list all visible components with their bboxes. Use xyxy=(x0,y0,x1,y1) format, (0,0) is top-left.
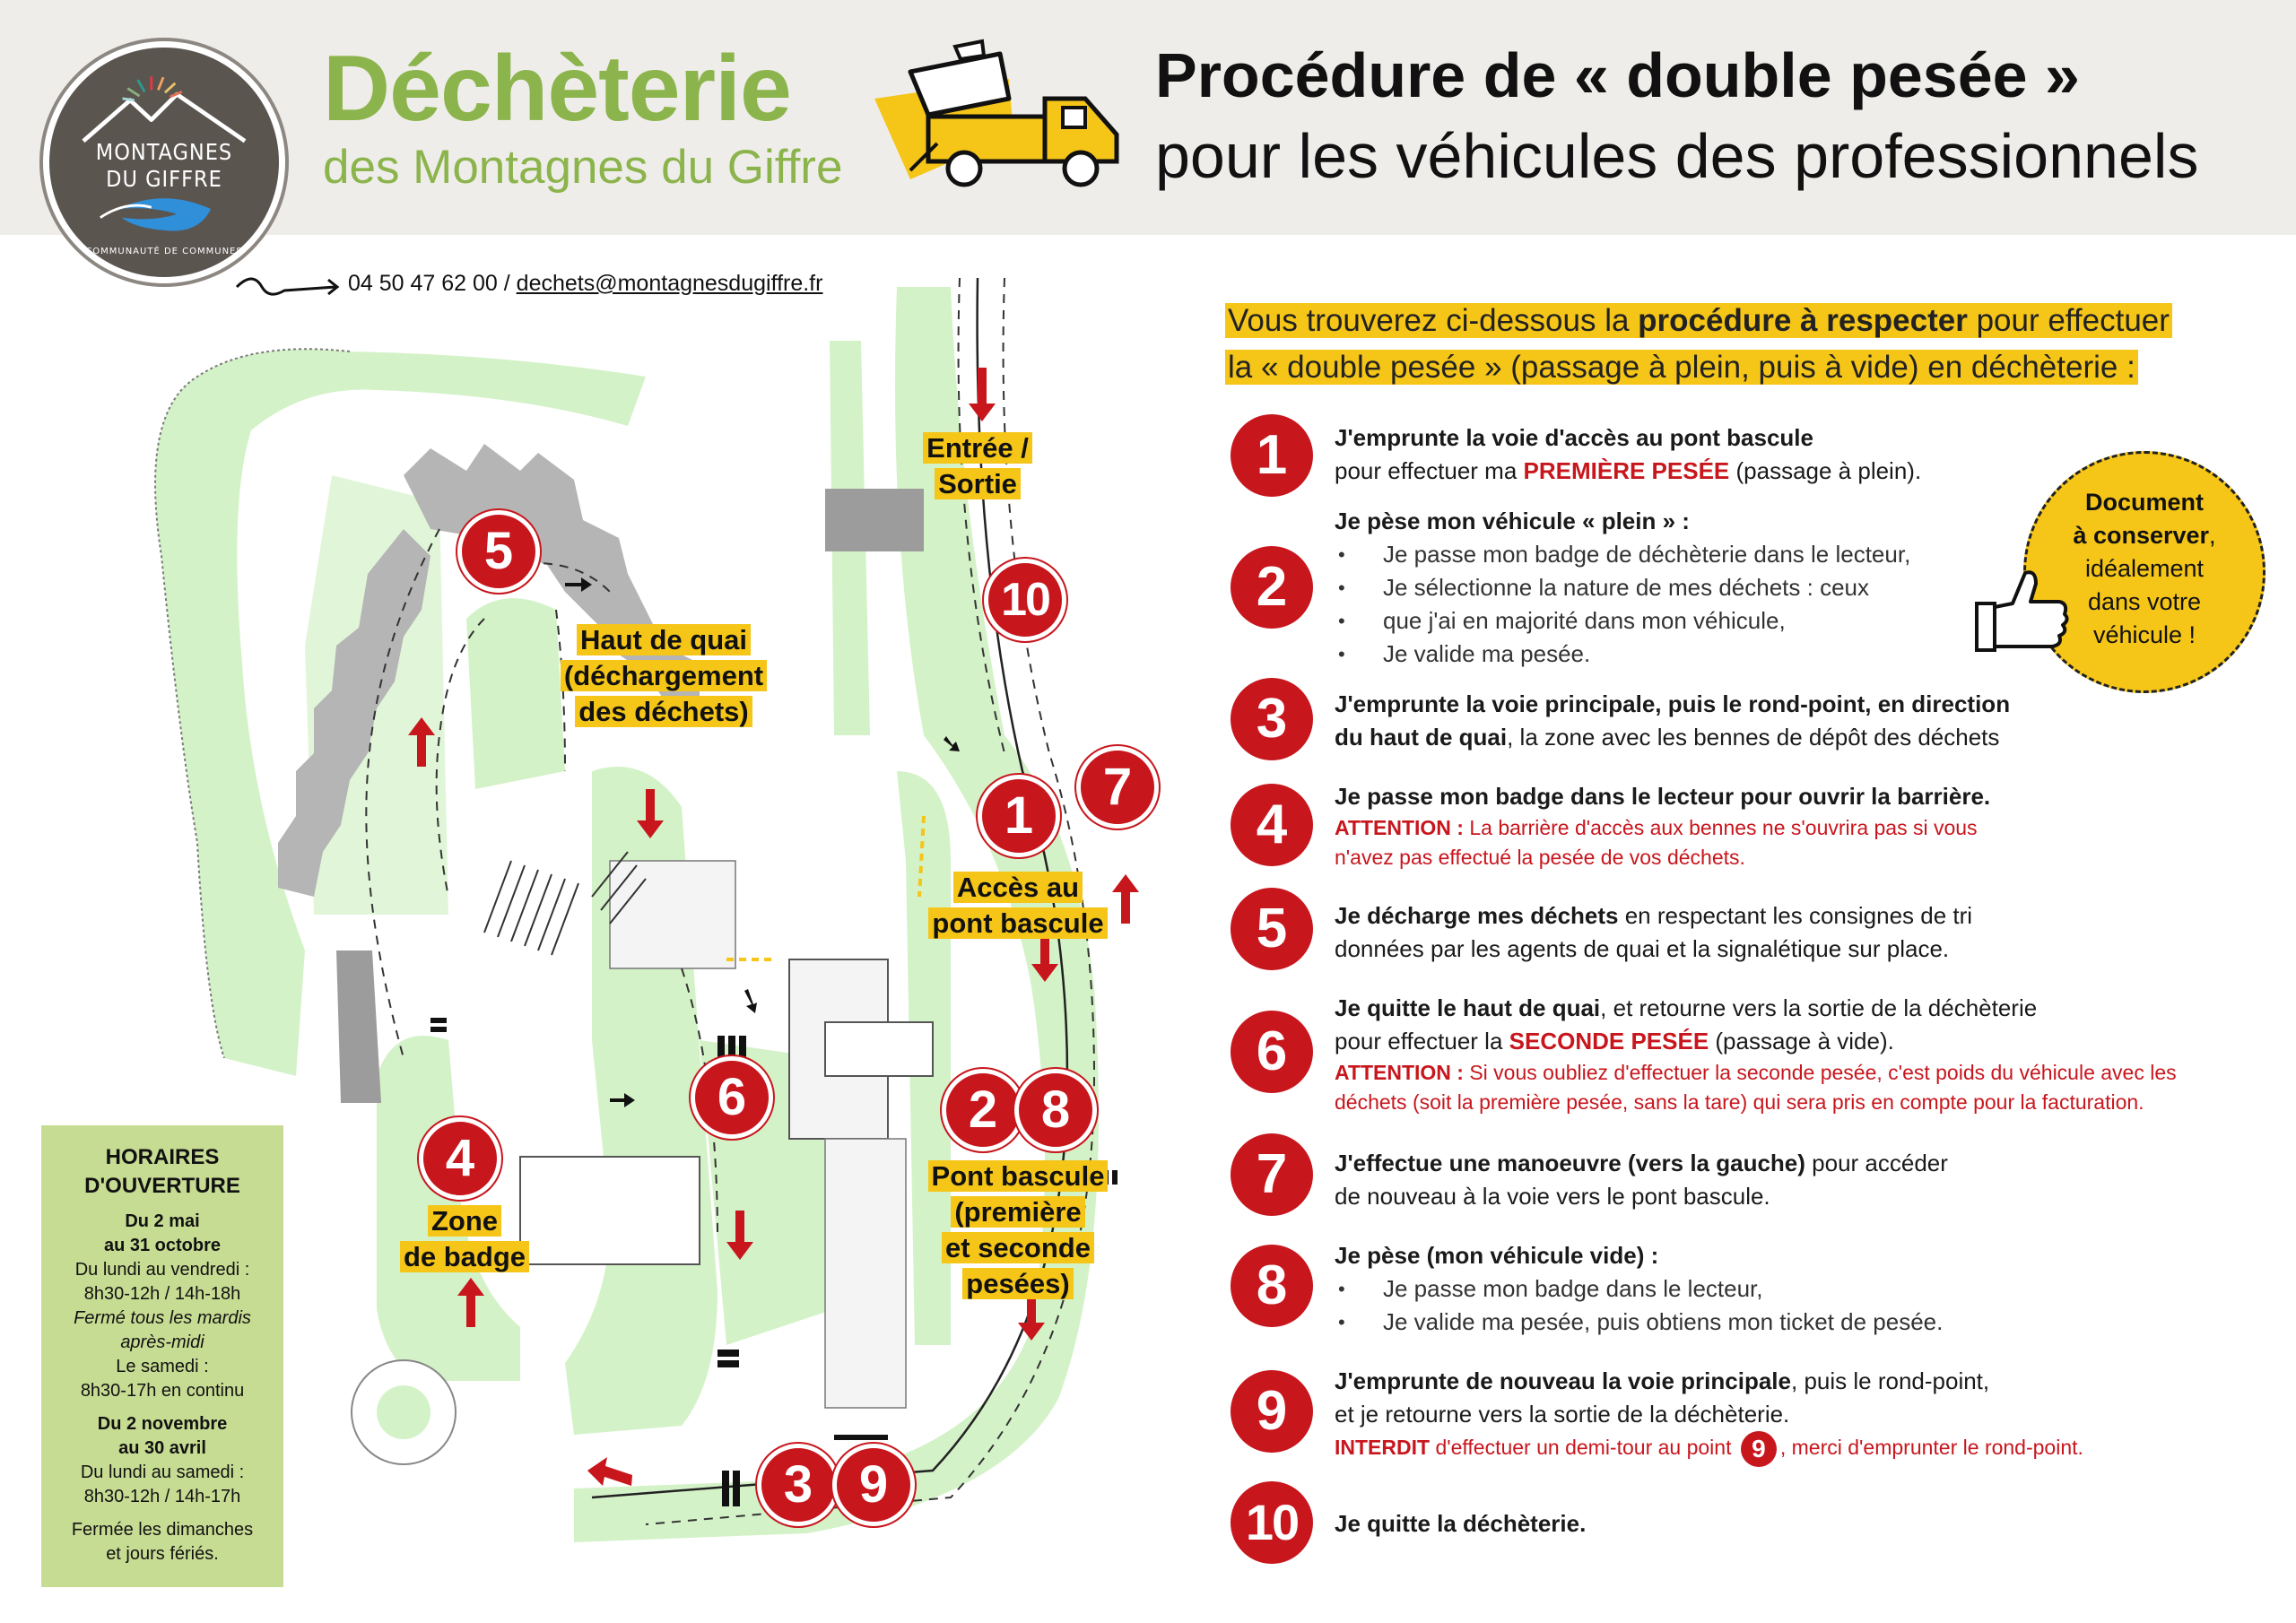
zone-de-badge-label: Zone de badge xyxy=(384,1203,545,1275)
summer-weekdays-label: Du lundi au vendredi : xyxy=(74,1260,250,1280)
summer-closed-1: Fermé tous les mardis xyxy=(74,1308,251,1328)
inline-step-9-icon: 9 xyxy=(1741,1431,1777,1467)
pont-bascule-label: Pont bascule (première et seconde pesées) xyxy=(888,1159,1148,1302)
step-10-text: Je quitte la déchèterie. xyxy=(1335,1510,1587,1537)
summer-period-1: Du 2 mai xyxy=(125,1211,200,1231)
map-marker-3[interactable]: 3 xyxy=(757,1444,839,1526)
email-link[interactable]: dechets@montagnesdugiffre.fr xyxy=(516,271,823,296)
step-6-text: Je quitte le haut de quai, et retourne vers la sortie de la déchèterie pour effectuer la SECONDE PESÉE (passage à vide). ATTENTION : Si vous oubliez d'effectuer la seconde pesée, c'est poids du véhicule avec les déchets (soit la première pesée, sans la tare) qui sera pris en compte pour la facturation. xyxy=(1335,994,2177,1114)
map-marker-8[interactable]: 8 xyxy=(1014,1069,1097,1151)
map-marker-6[interactable]: 6 xyxy=(691,1056,773,1139)
summer-saturday-label: Le samedi : xyxy=(116,1357,209,1376)
closed-days-1: Fermée les dimanches xyxy=(71,1520,254,1540)
map-marker-10[interactable]: 10 xyxy=(984,559,1066,641)
brand-title: Déchèterie xyxy=(323,37,791,141)
step-2-text: Je pèse mon véhicule « plein » : • Je passe mon badge de déchèterie dans le lecteur, • Je sélectionne la nature de mes déchets : ceux • que j'ai en majorité dans mon véhicule, • Je valide ma pesée. xyxy=(1335,505,1962,671)
logo-line-3: COMMUNAUTÉ DE COMMUNES xyxy=(85,247,243,256)
step-6-circle: 6 xyxy=(1231,1011,1313,1093)
keep-document-badge: Document à conserver, idéalement dans votre véhicule ! xyxy=(2023,451,2266,693)
logo-line-1: MONTAGNES xyxy=(95,139,233,165)
step-9-circle: 9 xyxy=(1231,1370,1313,1453)
opening-hours-panel xyxy=(41,1125,283,1587)
winter-label: Du lundi au samedi : xyxy=(80,1462,245,1482)
entree-sortie-label: Entrée / Sortie xyxy=(910,430,1045,502)
step-5-text: Je décharge mes déchets en respectant les consignes de tri données par les agents de quai et la signalétique sur place. xyxy=(1335,902,1973,962)
summer-closed-2: après-midi xyxy=(120,1332,204,1352)
step-2-circle: 2 xyxy=(1231,546,1313,629)
map-marker-1[interactable]: 1 xyxy=(978,775,1060,857)
map-marker-9[interactable]: 9 xyxy=(832,1444,915,1526)
step-1-circle: 1 xyxy=(1231,414,1313,497)
hours-title-2: D'OUVERTURE xyxy=(84,1174,240,1198)
contact-separator: / xyxy=(497,271,517,296)
map-marker-5[interactable]: 5 xyxy=(457,510,540,593)
winter-period-2: au 30 avril xyxy=(118,1438,206,1458)
step-3-circle: 3 xyxy=(1231,678,1313,760)
step-4-circle: 4 xyxy=(1231,784,1313,866)
step-4-text: Je passe mon badge dans le lecteur pour ouvrir la barrière. ATTENTION : La barrière d'accès aux bennes ne s'ouvrira pas si vous n'avez pas effectué la pesée de vos déchets. xyxy=(1335,783,1991,869)
step-8-bullets: • Je passe mon badge dans le lecteur, • Je valide ma pesée, puis obtiens mon ticket de pesée. xyxy=(1335,1272,2258,1339)
brand-subtitle: des Montagnes du Giffre xyxy=(323,141,843,194)
thumbs-up-icon xyxy=(1973,560,2072,659)
winter-hours: 8h30-12h / 14h-17h xyxy=(83,1487,241,1506)
intro-text: Vous trouverez ci-dessous la procédure à respecter pour effectuer la « double pesée » (passage à plein, puis à vide) en déchèterie : xyxy=(1225,298,2239,391)
acces-pont-bascule-label: Accès au pont bascule xyxy=(919,870,1117,942)
step-1-text: J'emprunte la voie d'accès au pont bascule pour effectuer ma PREMIÈRE PESÉE (passage à plein). xyxy=(1335,424,1922,484)
step-7-circle: 7 xyxy=(1231,1133,1313,1216)
step-2-bullets: • Je passe mon badge de déchèterie dans le lecteur, • Je sélectionne la nature de mes déchets : ceux • que j'ai en majorité dans mon véhicule, • Je valide ma pesée. xyxy=(1335,538,1962,671)
dump-truck-icon xyxy=(874,36,1144,197)
summer-saturday-hours: 8h30-17h en continu xyxy=(80,1381,245,1401)
step-3-text: J'emprunte la voie principale, puis le rond-point, en direction du haut de quai, la zone avec les bennes de dépôt des déchets xyxy=(1335,690,2011,751)
map-marker-7[interactable]: 7 xyxy=(1076,746,1159,829)
winter-period-1: Du 2 novembre xyxy=(97,1414,228,1434)
haut-de-quai-label: Haut de quai (déchargement des déchets) xyxy=(543,622,785,730)
step-9-text: J'emprunte de nouveau la voie principale, puis le rond-point, et je retourne vers la sortie de la déchèterie. INTERDIT d'effectuer un demi-tour au point 9 , merci d'emprunter le rond-point. xyxy=(1335,1365,2258,1467)
procedure-subtitle: pour les véhicules des professionnels xyxy=(1155,121,2199,191)
site-map xyxy=(144,269,1166,1560)
logo-line-2: DU GIFFRE xyxy=(106,166,222,192)
summer-weekdays-hours: 8h30-12h / 14h-18h xyxy=(83,1284,241,1304)
phone-number[interactable]: 04 50 47 62 00 xyxy=(348,271,498,296)
hours-title-1: HORAIRES xyxy=(105,1145,220,1169)
map-marker-4[interactable]: 4 xyxy=(419,1117,501,1200)
community-logo[interactable] xyxy=(43,41,285,283)
procedure-title: Procédure de « double pesée » xyxy=(1155,40,2080,110)
step-7-text: J'effectue une manoeuvre (vers la gauche) pour accéder de nouveau à la voie vers le pont bascule. xyxy=(1335,1150,1948,1210)
step-5-circle: 5 xyxy=(1231,888,1313,970)
closed-days-2: et jours fériés. xyxy=(106,1544,219,1564)
map-marker-2[interactable]: 2 xyxy=(942,1069,1024,1151)
step-10-circle: 10 xyxy=(1231,1481,1313,1564)
step-8-text: Je pèse (mon véhicule vide) : • Je passe mon badge dans le lecteur, • Je valide ma pesée, puis obtiens mon ticket de pesée. xyxy=(1335,1239,2258,1339)
step-8-circle: 8 xyxy=(1231,1245,1313,1327)
summer-period-2: au 31 octobre xyxy=(103,1236,222,1255)
